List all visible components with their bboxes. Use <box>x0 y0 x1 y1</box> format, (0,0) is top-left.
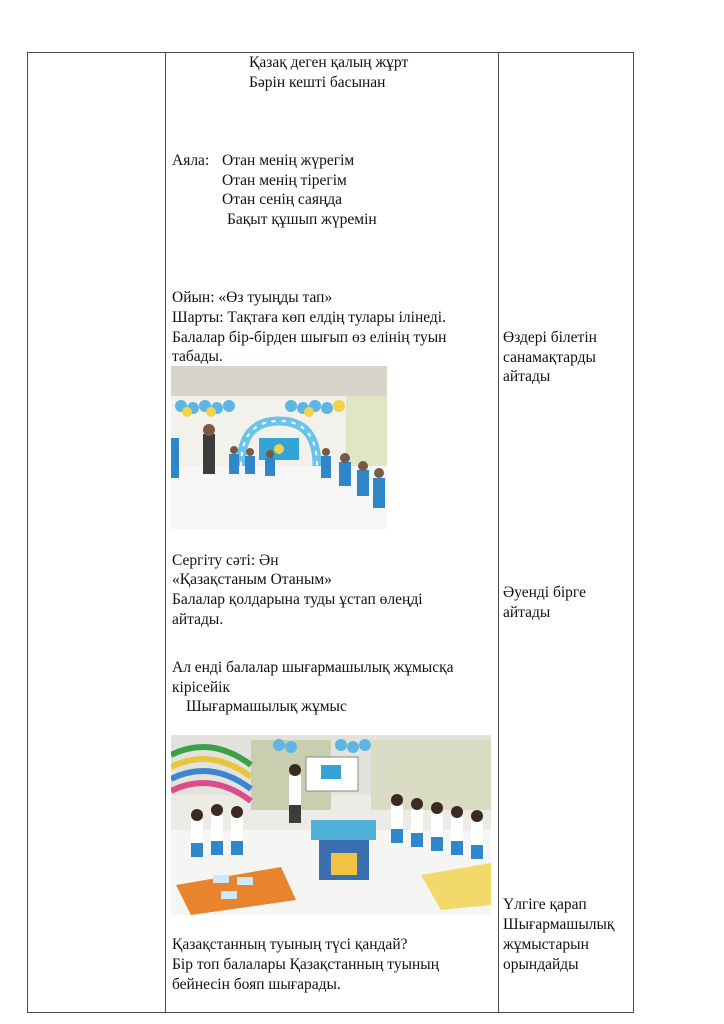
column-divider-right <box>498 53 499 1012</box>
classroom-photo-creative <box>171 735 491 915</box>
exercise-line1: Сергіту сәті: Ән <box>172 552 279 569</box>
note1-line3: айтады <box>503 368 551 385</box>
flag-task-line3: бейнесін бояп шығарады. <box>172 976 341 993</box>
note1-line1: Өздері білетін <box>503 329 597 346</box>
game-line2: Балалар бір-бірден шығып өз елінің туын <box>172 329 447 346</box>
game-line3: табады. <box>172 348 223 365</box>
game-title: Ойын: «Өз туыңды тап» <box>172 289 333 306</box>
classroom-photo-flags <box>171 366 387 529</box>
note2-line2: айтады <box>503 604 551 621</box>
note1-line2: санамақтарды <box>503 349 596 366</box>
poem2-line1: Отан менің жүрегім <box>222 152 355 169</box>
poem1-line1: Қазақ деген қалың жұрт <box>249 54 409 71</box>
exercise-line4: айтады. <box>172 611 224 628</box>
creative-line3: Шығармашылық жұмыс <box>186 698 347 715</box>
exercise-line2: «Қазақстаным Отаным» <box>172 571 332 588</box>
poem2-line3: Отан сенің саяңда <box>222 191 343 208</box>
classroom-photo-creative-image <box>171 735 491 915</box>
flag-task-line1: Қазақстанның туының түсі қандай? <box>172 936 408 953</box>
creative-line2: кірісейік <box>172 679 230 696</box>
note3-line2: Шығармашылық <box>503 916 615 933</box>
poem2-speaker: Аяла: <box>172 152 210 169</box>
game-line1: Шарты: Тақтаға көп елдің тулары ілінеді. <box>172 309 446 326</box>
note3-line3: жұмыстарын <box>503 936 589 953</box>
note3-line1: Үлгіге қарап <box>503 896 587 913</box>
classroom-photo-flags-image <box>171 366 387 529</box>
poem2-line4: Бақыт құшып жүремін <box>227 211 377 228</box>
poem1-line2: Бәрін кешті басынан <box>249 74 386 91</box>
poem2-line2: Отан менің тірегім <box>222 172 347 189</box>
column-divider-left <box>165 53 166 1012</box>
creative-line1: Ал енді балалар шығармашылық жұмысқа <box>172 659 454 676</box>
flag-task-line2: Бір топ балалары Қазақстанның туының <box>172 956 440 973</box>
exercise-line3: Балалар қолдарына туды ұстап өлеңді <box>172 591 423 608</box>
note3-line4: орындайды <box>503 956 579 973</box>
note2-line1: Әуенді бірге <box>503 584 586 601</box>
